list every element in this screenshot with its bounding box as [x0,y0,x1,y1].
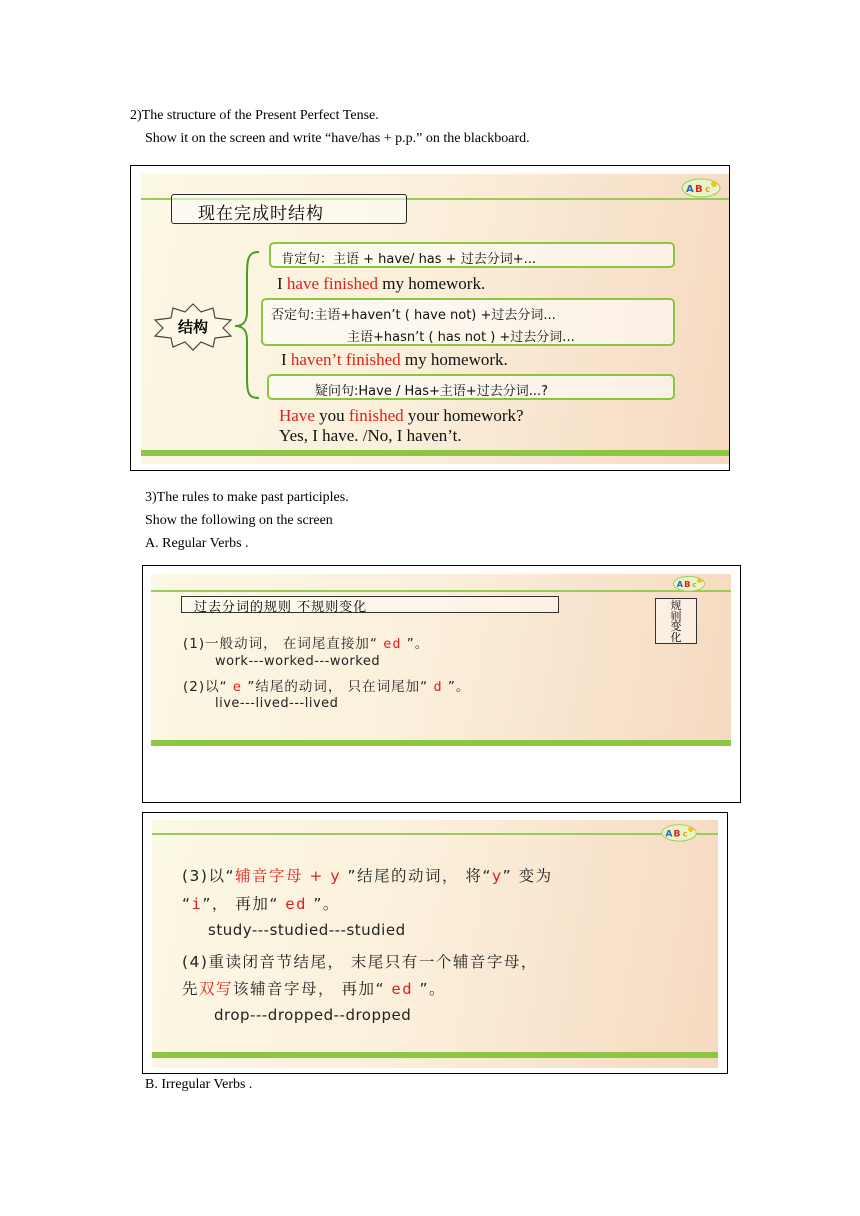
section-heading-rules: 3)The rules to make past participles. [145,490,349,505]
example-3: study---studied---studied [208,921,406,939]
rule-3-line1: (3)以“辅音字母 + y ”结尾的动词， 将“y” 变为 [182,867,553,885]
slide-title-box [181,596,559,613]
affirmative-rule: 肯定句：主语 + have/ has + 过去分词+... [281,252,536,267]
slide-title: 过去分词的规则 不规则变化 [194,600,368,615]
svg-text:B: B [684,579,691,590]
slide-structure [141,174,729,464]
negative-rule-line1: 否定句:主语+haven’t ( have not) +过去分词... [271,308,556,323]
brace-icon [233,250,263,400]
answer-example: Yes, I have. /No, I haven’t. [279,426,462,445]
rule-4-line2: 先双写该辅音字母， 再加“ ed ”。 [182,980,447,998]
abc-logo-icon [671,574,707,592]
svg-text:A: A [676,579,684,590]
slide-title: 现在完成时结构 [198,204,324,224]
negative-box [261,298,675,346]
star-label: 结构 [177,318,208,336]
svg-text:c: c [682,828,688,839]
negative-rule-line2: 主语+hasn’t ( has not ) +过去分词... [347,330,575,345]
svg-text:B: B [673,829,681,840]
question-rule: 疑问句:Have / Has+主语+过去分词...? [315,384,549,399]
affirmative-example: I have finished my homework. [277,274,486,293]
abc-logo-icon [660,822,698,842]
abc-logo-icon [681,176,721,198]
example-2: live---lived---lived [215,696,339,711]
side-label-box [655,598,697,644]
side-label: 规则变化 [670,599,682,644]
svg-text:A: A [686,184,694,195]
section-heading-structure: 2)The structure of the Present Perfect Tense. [130,108,379,123]
slide-title-box [171,194,407,224]
star-burst-icon [151,302,235,352]
question-example: Have you finished your homework? [279,406,524,425]
rule-1: (1)一般动词， 在词尾直接加“ ed ”。 [183,636,430,652]
instruction-text: Show it on the screen and write “have/has + p.p.” on the blackboard. [145,131,530,146]
slide-frame-regular-1 [142,565,741,803]
svg-text:c: c [692,580,697,590]
example-1: work---worked---worked [215,654,381,669]
affirmative-box [269,242,675,268]
example-4: drop---dropped--dropped [214,1006,412,1024]
slide-frame-regular-2 [142,812,728,1074]
subheading-regular: A. Regular Verbs . [145,536,249,551]
question-box [267,374,675,400]
svg-text:c: c [705,185,711,195]
rule-2: (2)以“ e ”结尾的动词， 只在词尾加“ d ”。 [183,679,471,695]
svg-text:A: A [665,829,673,840]
instruction-text-2: Show the following on the screen [145,513,333,528]
rule-3-line2: “i”， 再加“ ed ”。 [182,895,340,913]
svg-text:B: B [695,184,703,195]
rule-4-line1: (4)重读闭音节结尾， 末尾只有一个辅音字母， [182,953,538,971]
negative-example: I haven’t finished my homework. [281,350,508,369]
subheading-irregular: B. Irregular Verbs . [145,1077,253,1092]
slide-regular-1 [151,574,731,746]
slide-frame-structure [130,165,730,471]
slide-regular-2 [152,820,718,1068]
